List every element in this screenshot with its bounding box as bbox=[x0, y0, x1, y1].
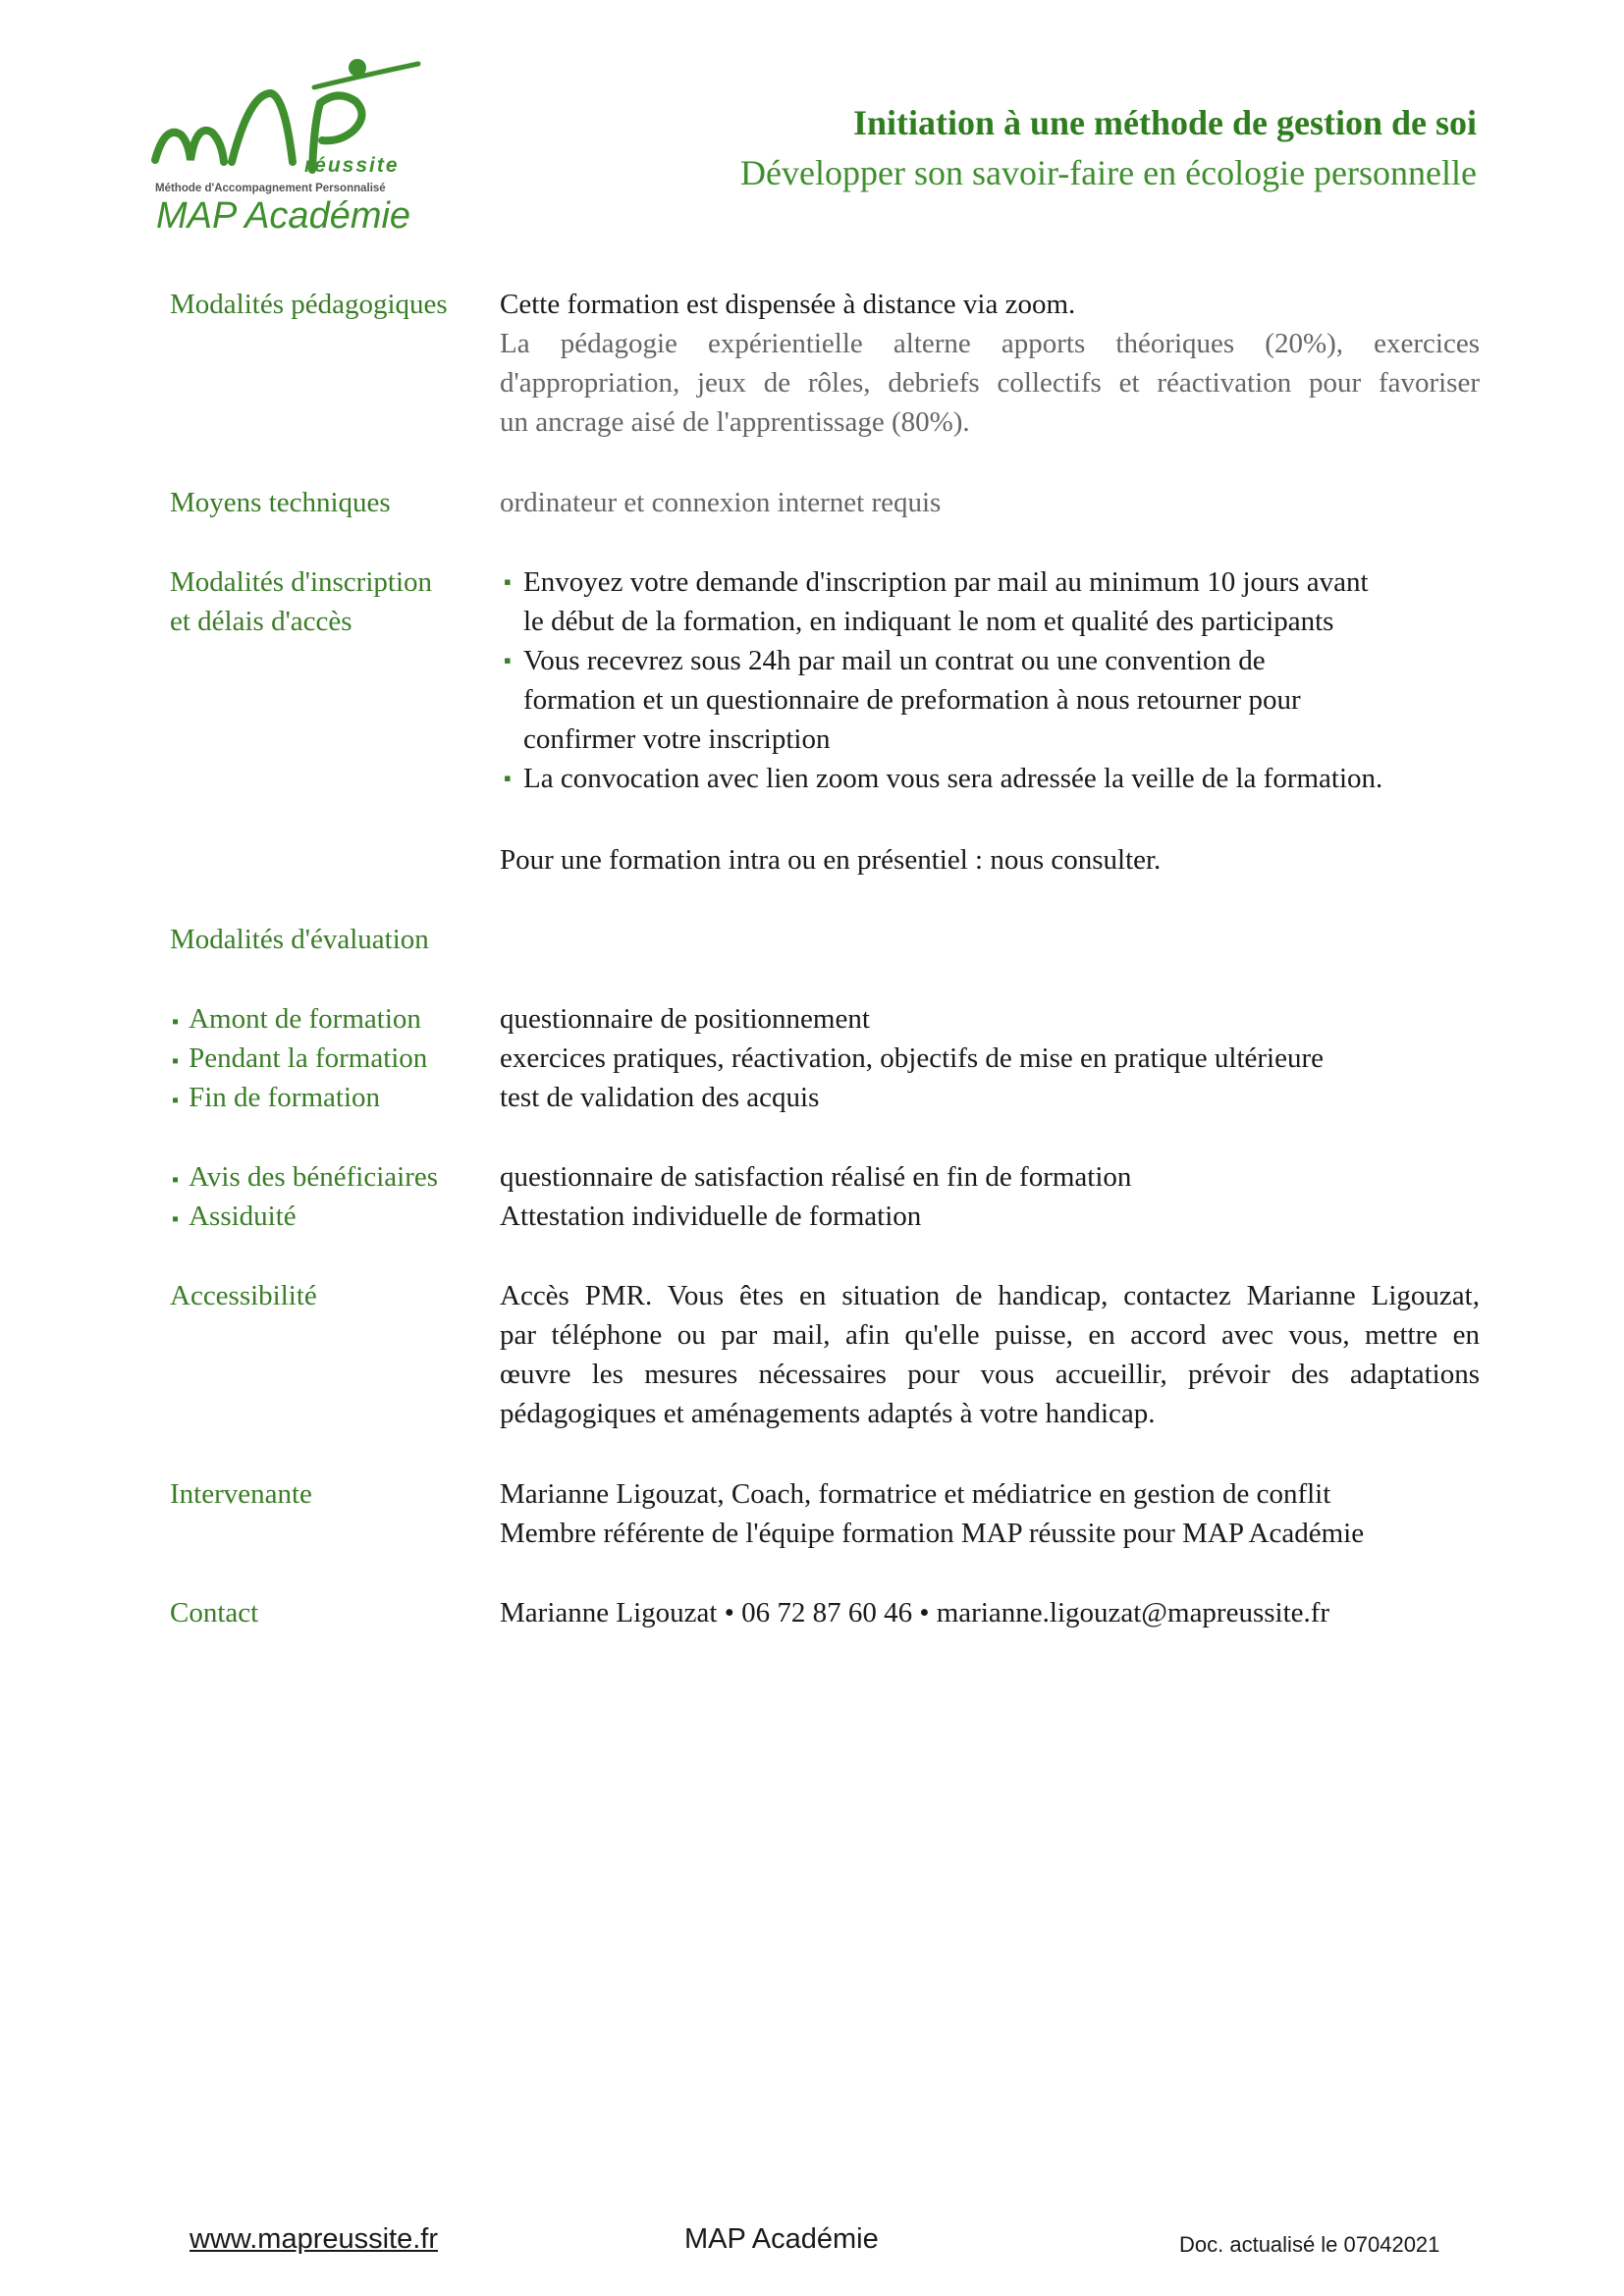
pedagogie-para-line: d'appropriation, jeux de rôles, debriefs collectifs et réactivation pour favoriser bbox=[500, 367, 1480, 399]
eval-item-label bbox=[172, 1157, 438, 1200]
pedagogie-para-line: un ancrage aisé de l'apprentissage (80%). bbox=[500, 406, 970, 438]
label-contact: Contact bbox=[170, 1597, 259, 1629]
list-item bbox=[500, 641, 1482, 759]
bullet-line: Vous recevrez sous 24h par mail un contrat ou une convention de bbox=[523, 645, 1266, 676]
eval-label-text: Assiduité bbox=[189, 1201, 297, 1232]
eval-item-label bbox=[172, 1078, 380, 1120]
eval-label-text: Fin de formation bbox=[189, 1082, 381, 1113]
bullet-line: le début de la formation, en indiquant le nom et qualité des participants bbox=[523, 606, 1334, 637]
list-item bbox=[500, 562, 1482, 641]
bullet-icon: ▪ bbox=[172, 1169, 180, 1191]
intervenante-line1: Marianne Ligouzat, Coach, formatrice et médiatrice en gestion de conflit bbox=[500, 1478, 1331, 1510]
footer-center-text: MAP Académie bbox=[684, 2223, 879, 2255]
bullet-icon: ▪ bbox=[504, 766, 512, 790]
eval-item-value: questionnaire de satisfaction réalisé en fin de formation bbox=[500, 1161, 1132, 1193]
pedagogie-line1: Cette formation est dispensée à distance via zoom. bbox=[500, 289, 1076, 320]
bullet-line: La convocation avec lien zoom vous sera adressée la veille de la formation. bbox=[523, 763, 1383, 794]
eval-item-value: Attestation individuelle de formation bbox=[500, 1201, 922, 1232]
footer-doc-date: Doc. actualisé le 07042021 bbox=[1179, 2232, 1440, 2257]
accessibilite-line: par téléphone ou par mail, afin qu'elle puisse, en accord avec vous, mettre en bbox=[500, 1319, 1480, 1351]
eval-label-text: Avis des bénéficiaires bbox=[189, 1161, 439, 1193]
map-reussite-logo bbox=[147, 54, 432, 240]
page-subtitle: Développer son savoir-faire en écologie personnelle bbox=[740, 153, 1477, 192]
logo-tagline: Méthode d'Accompagnement Personnalisé bbox=[155, 183, 386, 194]
label-inscription-line1: Modalités d'inscription bbox=[170, 566, 433, 598]
accessibilite-paragraph bbox=[500, 1276, 1480, 1433]
eval-item-label bbox=[172, 1039, 427, 1081]
label-evaluation: Modalités d'évaluation bbox=[170, 924, 429, 955]
pedagogie-para-line: La pédagogie expérientielle alterne apports théoriques (20%), exercices bbox=[500, 328, 1480, 359]
logo-reussite-text: réussite bbox=[304, 154, 400, 177]
logo-academy-name: MAP Académie bbox=[156, 195, 411, 237]
eval-label-text: Pendant la formation bbox=[189, 1042, 428, 1074]
moyens-text: ordinateur et connexion internet requis bbox=[500, 487, 942, 518]
eval-item-label bbox=[172, 999, 421, 1041]
bullet-icon: ▪ bbox=[504, 648, 512, 672]
separator-dot-icon: • bbox=[724, 1597, 742, 1629]
accessibilite-line: Accès PMR. Vous êtes en situation de handicap, contactez Marianne Ligouzat, bbox=[500, 1280, 1480, 1311]
separator-dot-icon: • bbox=[919, 1597, 937, 1629]
label-accessibilite: Accessibilité bbox=[170, 1280, 317, 1311]
inscription-note: Pour une formation intra ou en présentiel : nous consulter. bbox=[500, 844, 1162, 876]
pedagogie-paragraph bbox=[500, 324, 1480, 442]
eval-label-text: Amont de formation bbox=[189, 1003, 421, 1035]
bullet-icon: ▪ bbox=[172, 1208, 180, 1230]
accessibilite-line: pédagogiques et aménagements adaptés à votre handicap. bbox=[500, 1398, 1156, 1429]
page-title: Initiation à une méthode de gestion de soi bbox=[852, 103, 1477, 142]
list-item bbox=[500, 759, 1482, 798]
bullet-icon: ▪ bbox=[172, 1090, 180, 1111]
intervenante-line2: Membre référente de l'équipe formation MAP réussite pour MAP Académie bbox=[500, 1518, 1365, 1549]
accessibilite-line: œuvre les mesures nécessaires pour vous accueillir, prévoir des adaptations bbox=[500, 1359, 1480, 1390]
eval-item-label bbox=[172, 1197, 297, 1239]
label-inscription-line2: et délais d'accès bbox=[170, 606, 352, 637]
inscription-bullet-list bbox=[500, 562, 1482, 798]
bullet-line: formation et un questionnaire de preformation à nous retourner pour bbox=[523, 684, 1301, 716]
label-pedagogie: Modalités pédagogiques bbox=[170, 289, 448, 320]
bullet-icon: ▪ bbox=[172, 1050, 180, 1072]
bullet-icon: ▪ bbox=[504, 569, 512, 594]
label-moyens: Moyens techniques bbox=[170, 487, 391, 518]
bullet-icon: ▪ bbox=[172, 1011, 180, 1033]
bullet-line: confirmer votre inscription bbox=[523, 723, 831, 755]
eval-item-value: test de validation des acquis bbox=[500, 1082, 820, 1113]
eval-item-value: exercices pratiques, réactivation, objectifs de mise en pratique ultérieure bbox=[500, 1042, 1325, 1074]
eval-item-value: questionnaire de positionnement bbox=[500, 1003, 870, 1035]
contact-email[interactable]: marianne.ligouzat@mapreussite.fr bbox=[936, 1597, 1330, 1629]
contact-line bbox=[500, 1593, 1329, 1632]
bullet-line: Envoyez votre demande d'inscription par mail au minimum 10 jours avant bbox=[523, 566, 1369, 598]
contact-name: Marianne Ligouzat bbox=[500, 1597, 718, 1629]
contact-phone[interactable]: 06 72 87 60 46 bbox=[741, 1597, 913, 1629]
label-intervenante: Intervenante bbox=[170, 1478, 312, 1510]
footer-website-link[interactable]: www.mapreussite.fr bbox=[189, 2223, 439, 2255]
